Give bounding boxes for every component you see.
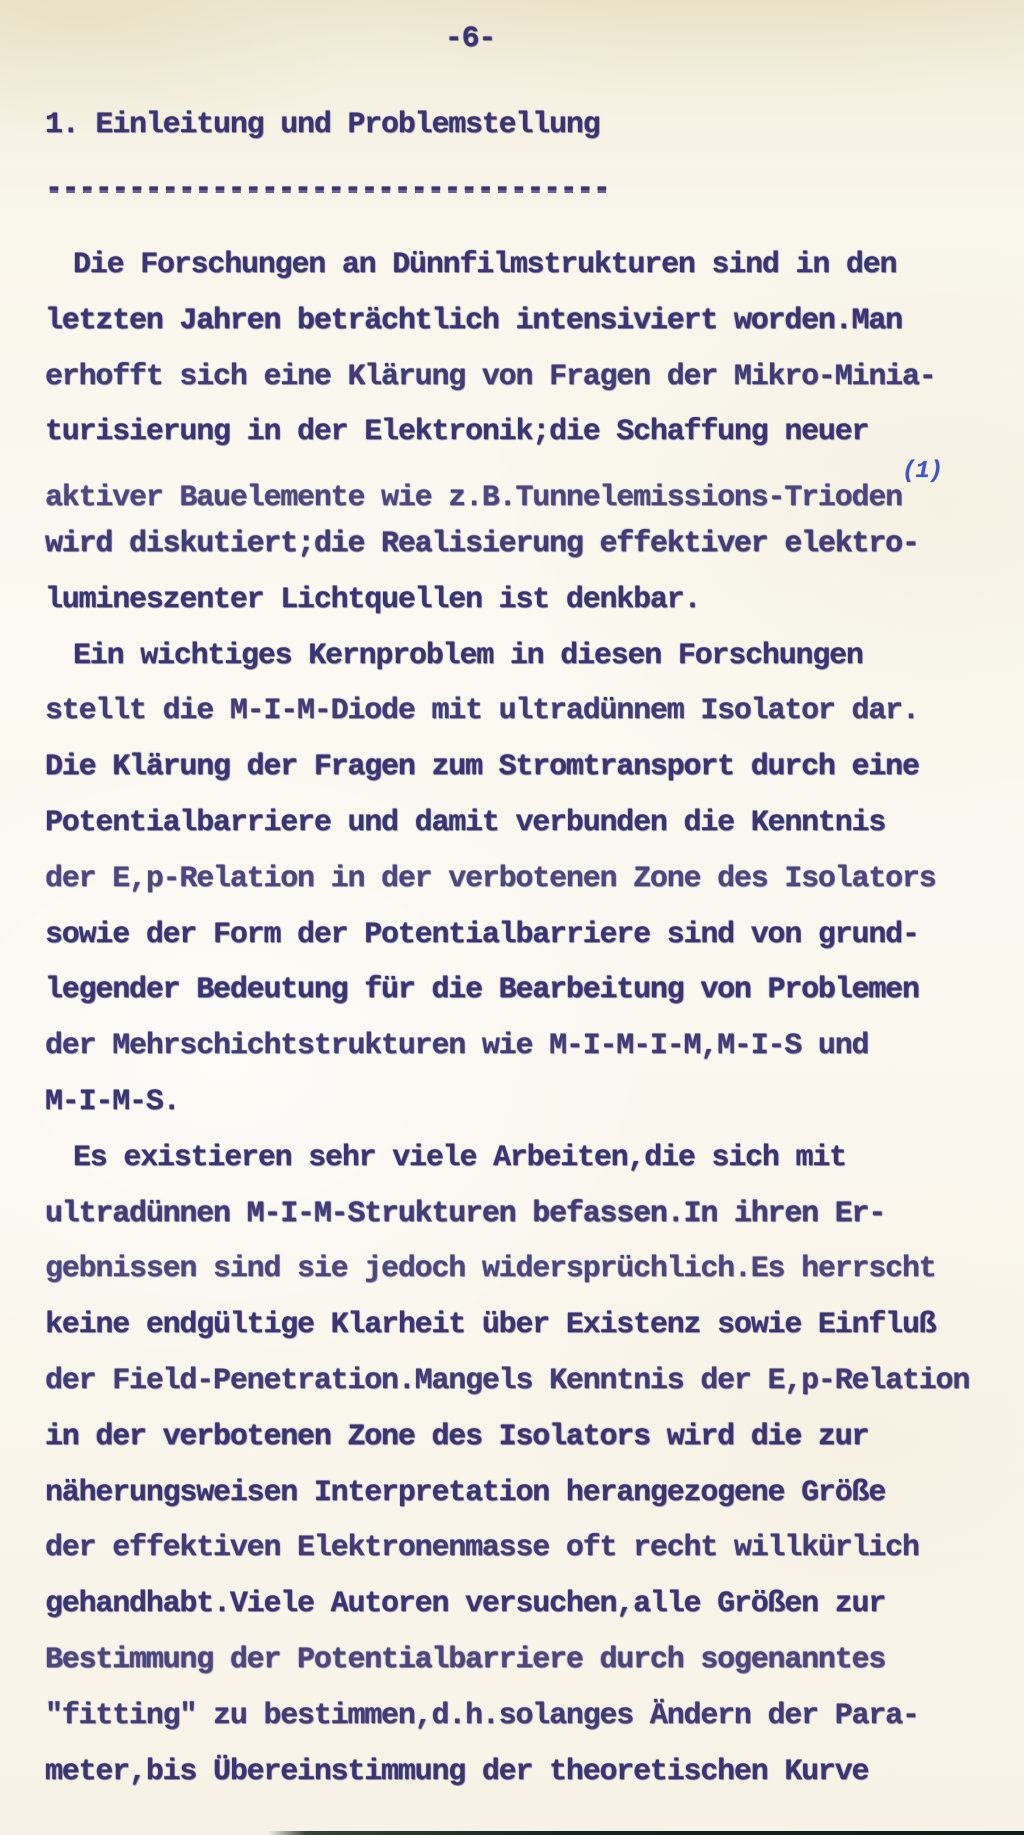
text-line-content: der Field-Penetration.Mangels Kenntnis der E,p-Relation [45,1363,970,1398]
text-line-content: der E,p-Relation in der verbotenen Zone des Isolators [45,861,936,896]
text-line [45,350,1005,406]
text-line [45,740,1005,796]
text-line [45,1075,1005,1131]
text-line [45,1689,1005,1745]
text-line-content: näherungsweisen Interpretation herangezogene Größe [45,1475,886,1510]
text-line [45,629,1005,685]
text-line [45,963,1005,1019]
text-line [45,1466,1005,1522]
text-line-content: M-I-M-S. [45,1084,180,1119]
text-line-content: erhofft sich eine Klärung von Fragen der Mikro-Minia- [45,359,936,394]
text-line [45,294,1005,350]
text-line-content: wird diskutiert;die Realisierung effektiver elektro- [45,526,919,561]
text-line [45,238,1005,294]
text-line [45,908,1005,964]
text-line [45,405,1005,461]
text-line-content: keine endgültige Klarheit über Existenz sowie Einfluß [45,1308,936,1343]
text-line-content: legender Bedeutung für die Bearbeitung von Problemen [45,973,919,1008]
text-line-content: Die Forschungen an Dünnfilmstrukturen sind in den [73,248,897,282]
text-line-content: turisierung in der Elektronik;die Schaffung neuer [45,415,869,450]
text-line-content: Die Klärung der Fragen zum Stromtransport durch eine [45,750,919,785]
body-text [45,238,1005,1800]
page-number: -6- [444,22,496,56]
text-line-content: Potentialbarriere und damit verbunden die Kenntnis [45,805,886,840]
text-line [45,852,1005,908]
text-line [45,1131,1005,1187]
text-line [45,796,1005,852]
text-line [45,517,1005,573]
text-line-content: Es existieren sehr viele Arbeiten,die sich mit [73,1140,846,1175]
text-line-content: gehandhabt.Viele Autoren versuchen,alle Größen zur [45,1587,886,1622]
text-line [45,1187,1005,1243]
section-heading: 1. Einleitung und Problemstellung [45,108,600,142]
text-line [45,1577,1005,1633]
text-line [45,1521,1005,1577]
text-line [45,573,1005,629]
text-line-content: lumineszenter Lichtquellen ist denkbar. [45,582,701,617]
heading-underline: ---------------------------------- [45,172,610,206]
footnote-marker: (1) [901,458,943,486]
text-line [45,458,1005,517]
text-line-content: Bestimmung der Potentialbarriere durch sogenanntes [45,1642,886,1677]
text-line-content: sowie der Form der Potentialbarriere sind von grund- [45,917,919,952]
text-line-content: der Mehrschichtstrukturen wie M-I-M-I-M,M-I-S und [45,1029,869,1064]
text-line-content: der effektiven Elektronenmasse oft recht willkürlich [45,1531,919,1566]
text-line [45,1354,1005,1410]
text-line-content: ultradünnen M-I-M-Strukturen befassen.In ihren Er- [45,1196,886,1231]
text-line [45,1298,1005,1354]
text-line [45,1410,1005,1466]
text-line-content: letzten Jahren beträchtlich intensiviert worden.Man [45,303,902,338]
text-line [45,1745,1005,1801]
scan-edge-artifact [268,1831,1024,1835]
text-line-content: aktiver Bauelemente wie z.B.Tunnelemissions-Trioden [45,481,902,516]
text-line-content: meter,bis Übereinstimmung der theoretischen Kurve [45,1754,869,1789]
text-line-content: stellt die M-I-M-Diode mit ultradünnem Isolator dar. [45,694,919,729]
text-line-content: in der verbotenen Zone des Isolators wird die zur [45,1419,869,1454]
text-line [45,1633,1005,1689]
text-line [45,684,1005,740]
text-line-content: gebnissen sind sie jedoch widersprüchlich.Es herrscht [45,1252,936,1287]
text-line [45,1019,1005,1075]
text-line [45,1242,1005,1298]
text-line-content: "fitting" zu bestimmen,d.h.solanges Ändern der Para- [45,1698,919,1733]
text-line-content: Ein wichtiges Kernproblem in diesen Forschungen [73,638,863,673]
